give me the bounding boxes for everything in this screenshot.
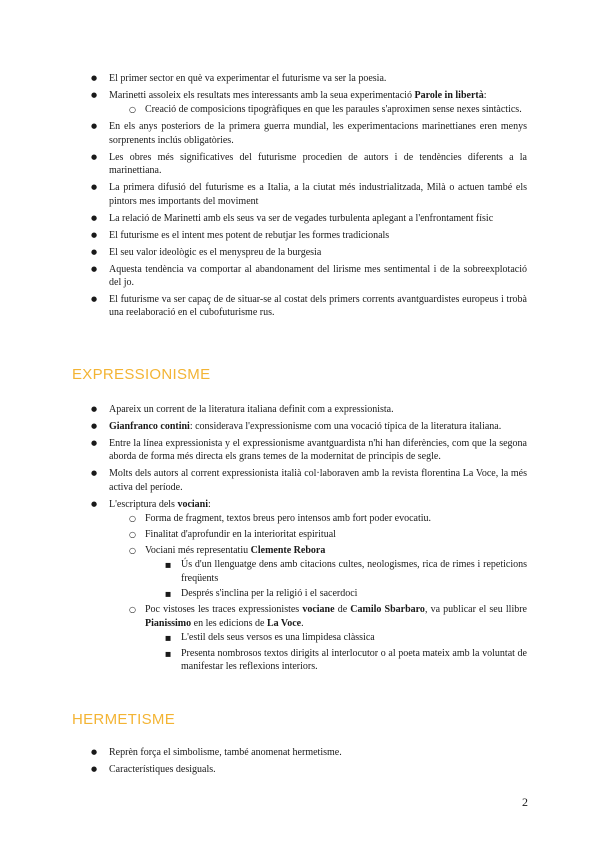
futurisme-list bbox=[109, 72, 527, 323]
hermetisme-list bbox=[109, 746, 527, 780]
list-item: ● L'escriptura dels vociani: ○ Forma de fragment, textos breus pero intensos amb fort poder evocatiu. ○ Finalitat d'aprofundir en la interioritat espiritual ○ Vociani més representatiu Clemente Rebora ■ Ús d'un llenguatge dens amb citacions cultes, neologismes, rica de rimes i repeticions freqüents ■ Després s'inclina per la religió i el sacerdoci ○ Poc vistoses les traces expressionistes vociane de Camilo Sbarbaro, va publicar el seu llibre Pianissimo en les edicions de La Voce. ■ L'estil dels seus versos es una limpidesa clàssica ■ Presenta nombrosos textos dirigits al interlocutor o al poeta mateix amb la voluntat de manifestar les reflexions interiors. bbox=[109, 498, 527, 674]
section-heading-hermetisme: HERMETISME bbox=[72, 711, 176, 728]
list-item: ● En els anys posteriors de la primera guerra mundial, les experimentacions marinettianes eren menys sorprenents inclús obligatòries. bbox=[109, 120, 527, 147]
list-item: ● Les obres més significatives del futurisme procedien de autors i de tendències diferents a la marinettiana. bbox=[109, 151, 527, 178]
sub-list bbox=[145, 512, 527, 673]
sub-list-item: ○ Poc vistoses les traces expressionistes vociane de Camilo Sbarbaro, va publicar el seu llibre Pianissimo en les edicions de La Voce. ■ L'estil dels seus versos es una limpidesa clàssica ■ Presenta nombrosos textos dirigits al interlocutor o al poeta mateix amb la voluntat de manifestar les reflexions interiors. bbox=[145, 603, 527, 673]
bold-term: Gianfranco contini bbox=[109, 421, 190, 432]
list-item: ● El futurisme va ser capaç de de situar-se al costat dels primers corrents avantguardistes europeus i trobà una reelaboració en el cubofuturisme rus. bbox=[109, 293, 527, 320]
bold-term: vociane bbox=[302, 604, 335, 616]
sub-list-item: ○ Creació de composicions tipogràfiques en que les paraules s'aproximen sense nexes sintàctics. bbox=[145, 103, 527, 116]
list-item: ● Gianfranco contini: considerava l'expressionisme com una vocació típica de la literatura italiana. bbox=[109, 420, 527, 433]
sub-sub-list bbox=[181, 631, 527, 674]
list-item: ● El primer sector en què va experimentar el futurisme va ser la poesia. bbox=[109, 72, 527, 85]
expressionisme-list bbox=[109, 403, 527, 677]
sub-sub-list-item: ■ L'estil dels seus versos es una limpidesa clàssica bbox=[181, 631, 527, 644]
page-number: 2 bbox=[522, 795, 528, 809]
sub-list-item: ○ Forma de fragment, textos breus pero intensos amb fort poder evocatiu. bbox=[145, 512, 527, 525]
sub-sub-list-item: ■ Presenta nombrosos textos dirigits al interlocutor o al poeta mateix amb la voluntat de manifestar les reflexions interiors. bbox=[181, 647, 527, 674]
list-item: ● Aquesta tendència va comportar al abandonament del lirisme mes sentimental i de la sobreexplotació del jo. bbox=[109, 263, 527, 290]
list-item: ● Marinetti assoleix els resultats mes interessants amb la seua experimentació Parole in libertà: ○ Creació de composicions tipogràfiques en que les paraules s'aproximen sense nexes sintàctics. bbox=[109, 89, 527, 117]
list-item: ● La primera difusió del futurisme es a Italia, a la ciutat més industrialitzada, Milà o actuen també els pintors mes importants del moviment bbox=[109, 181, 527, 208]
list-item: ● Molts dels autors al corrent expressionista italià col·laboraven amb la revista florentina La Voce, la més activa del període. bbox=[109, 467, 527, 494]
list-item: ● Apareix un corrent de la literatura italiana definit com a expressionista. bbox=[109, 403, 527, 416]
bold-term: Clemente Rebora bbox=[250, 544, 326, 556]
sub-sub-list bbox=[181, 558, 527, 601]
list-item: ● Característiques desiguals. bbox=[109, 763, 527, 776]
list-item: ● Reprèn força el simbolisme, també anomenat hermetisme. bbox=[109, 746, 527, 759]
bold-term: vociani bbox=[177, 498, 209, 510]
list-item: ● El futurisme es el intent mes potent de rebutjar les formes tradicionals bbox=[109, 229, 527, 242]
list-item: ● El seu valor ideològic es el menyspreu de la burgesia bbox=[109, 246, 527, 259]
section-heading-expressionisme: EXPRESSIONISME bbox=[72, 366, 211, 383]
sub-sub-list-item: ■ Ús d'un llenguatge dens amb citacions cultes, neologismes, rica de rimes i repeticions freqüents bbox=[181, 558, 527, 585]
bold-term: La Voce bbox=[266, 617, 302, 629]
sub-list-item: ○ Finalitat d'aprofundir en la interioritat espiritual bbox=[145, 528, 527, 541]
sub-sub-list-item: ■ Després s'inclina per la religió i el sacerdoci bbox=[181, 587, 527, 600]
bold-term: Parole in libertà bbox=[414, 90, 484, 101]
list-item: ● Entre la línea expressionista y el expressionisme avantguardista n'hi han diferències, com que la segona aborda de forma més directa els grans temes de la modernitat de principis de segle. bbox=[109, 437, 527, 464]
list-item: ● La relació de Marinetti amb els seus va ser de vegades turbulenta aplegant a l'enfrontament físic bbox=[109, 212, 527, 225]
bold-term: Camilo Sbarbaro bbox=[350, 604, 425, 616]
sub-list-item: ○ Vociani més representatiu Clemente Rebora ■ Ús d'un llenguatge dens amb citacions cultes, neologismes, rica de rimes i repeticions freqüents ■ Després s'inclina per la religió i el sacerdoci bbox=[145, 544, 527, 601]
sub-list bbox=[145, 103, 527, 116]
bold-term: Pianissimo bbox=[145, 617, 192, 629]
